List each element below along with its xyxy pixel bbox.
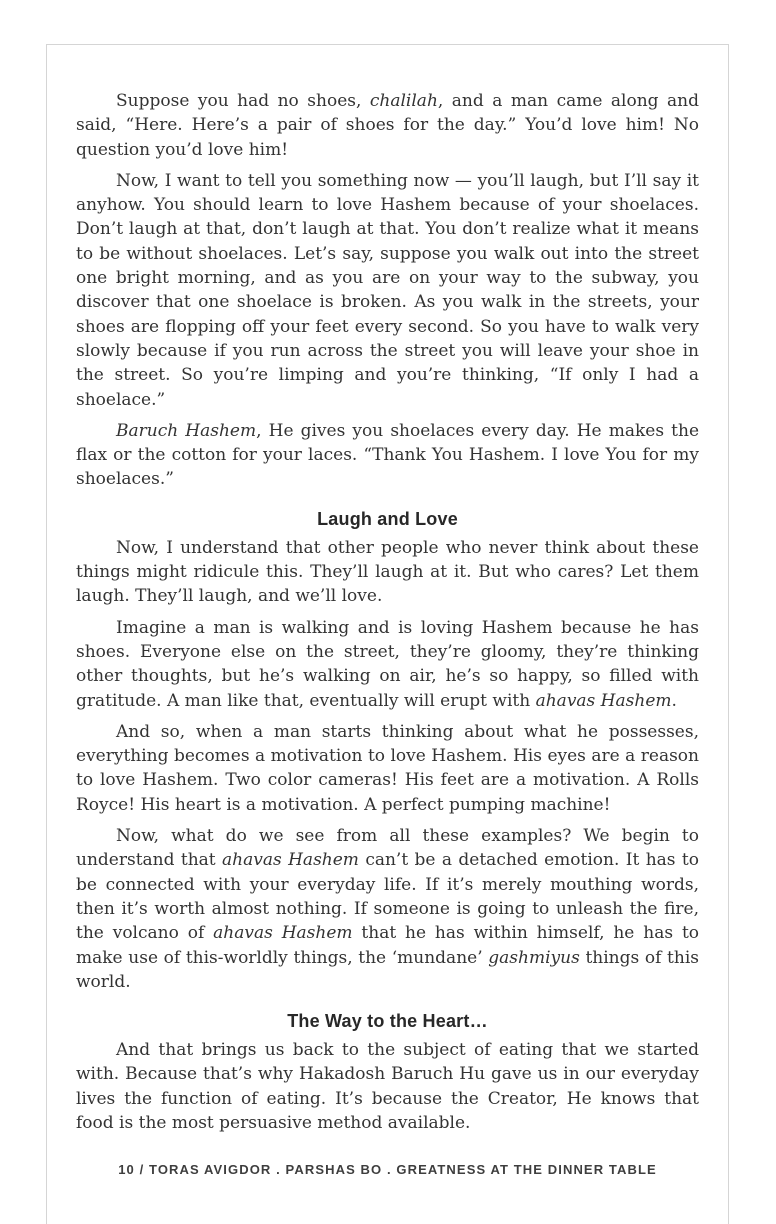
text-run: , He gives you shoelaces every day. He makes the flax or the cotton for your laces. “Thank You Hashem. I love You for my shoelaces.” [76,420,700,490]
text-run: Now, what do we see from all these examples? We begin to understand that [76,826,699,871]
text-run: can’t be a detached emotion. It has to be connected with your everyday life. If it’s merely mouthing words, then it’s worth almost nothing. If someone is going to unleash the fire, the volcano of [76,850,699,944]
italic-term: ahavas Hashem [535,690,672,711]
text-run: And so, when a man starts thinking about what he possesses, everything becomes a motivation to love Hashem. His eyes are a reason to love Hashem. Two color cameras! His feet are a motivation. A Rolls Royce! His heart is a motivation. A perfect pumping machine! [76,721,699,815]
paragraph [76,89,699,162]
text-run: Now, I understand that other people who never think about these things might ridicule this. They’ll laugh at it. But who cares? Let them laugh. They’ll laugh, and we’ll love. [76,537,699,607]
paragraph [76,419,699,492]
text-run: Now, I want to tell you something now — you’ll laugh, but I’ll say it anyhow. You should learn to love Hashem because of your shoelaces. Don’t laugh at that, don’t laugh at that. You don’t realize what it means to be without shoelaces. Let’s say, suppose you walk out into the street one bright morning, and as you are on your way to the subway, you discover that one shoelace is broken. As you walk in the streets, your shoes are flopping off your feet every second. So you have to walk very slowly because if you run across the street you will leave your shoe in the street. So you’re limping and you’re thinking, “If only I had a shoelace.” [76,170,699,410]
page-footer-line: 10 / TORAS AVIGDOR . PARSHAS BO . GREATNESS AT THE DINNER TABLE [118,1162,657,1178]
paragraph [76,824,699,994]
paragraph [76,1038,699,1135]
italic-term: chalilah [369,91,438,111]
document-page [46,44,729,1224]
text-run: . [671,690,677,711]
paragraph [76,616,699,713]
section-heading: Laugh and Love [317,508,458,529]
italic-term: gashmiyus [488,947,580,968]
italic-term: ahavas Hashem [213,923,353,944]
article-body [47,45,728,1135]
text-run: , and a man came along and said, “Here. Here’s a pair of shoes for the day.” You’d love him! No question you’d love him! [76,91,700,160]
text-run: that he has within himself, he has to make use of this-worldly things, the ‘mundane’ [76,923,700,968]
text-run: Imagine a man is walking and is loving Hashem because he has shoes. Everyone else on the street, they’re gloomy, they’re thinking other thoughts, but he’s walking on air, he’s so happy, so filled with gratitude. A man like that, eventually will erupt with [76,617,699,711]
text-run: things of this world. [76,947,699,992]
paragraph [76,536,699,609]
paragraph [76,720,699,817]
italic-term: Baruch Hashem [116,420,257,441]
italic-term: ahavas Hashem [222,850,359,871]
text-run: And that brings us back to the subject of eating that we started with. Because that’s why Hakadosh Baruch Hu gave us in our everyday lives the function of eating. It’s because the Creator, He knows that food is the most persuasive method available. [76,1040,699,1133]
section-heading: The Way to the Heart… [287,1011,488,1032]
paragraph [76,169,699,412]
text-run: Suppose you had no shoes, [116,91,370,111]
